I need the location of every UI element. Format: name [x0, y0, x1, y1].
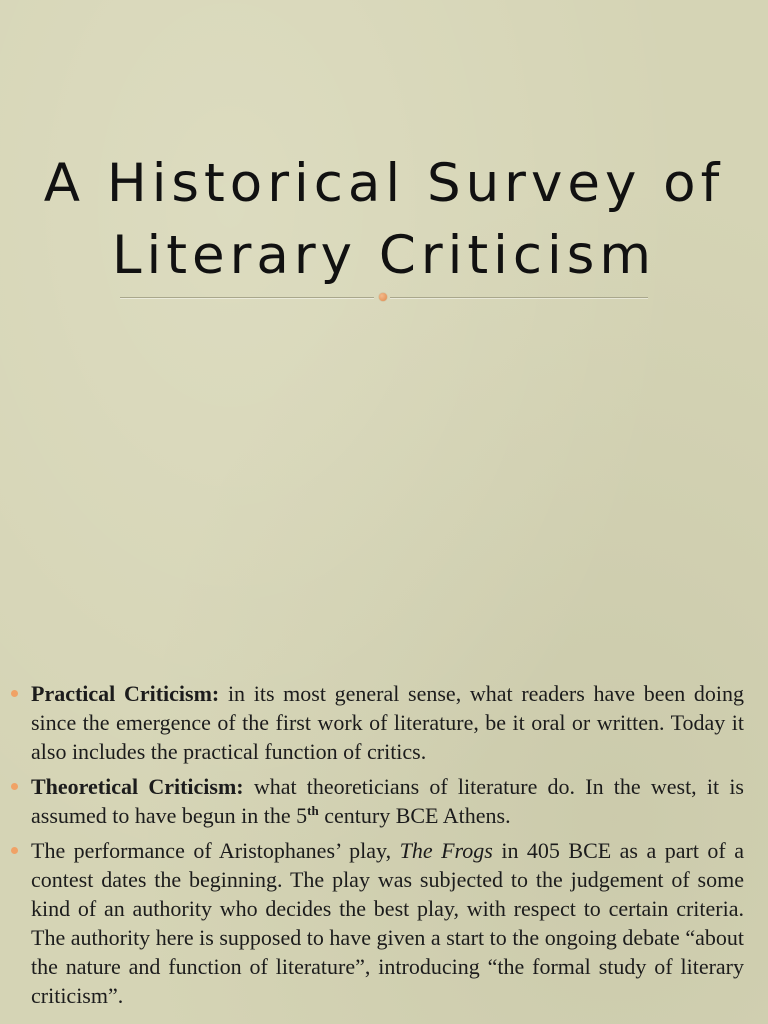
bullet-text: The performance of Aristophanes’ play, [31, 838, 400, 863]
bullet-text-continued: century BCE Athens. [318, 803, 511, 828]
ordinal-suffix: th [307, 803, 319, 818]
bullet-practical-criticism [10, 679, 744, 766]
slide-title-line-1: A Historical Survey of [43, 153, 725, 214]
bullet-dot-icon [11, 847, 18, 854]
divider-dot-icon [379, 293, 387, 301]
bullet-text: what theoreticians of literature do. In the west, it is assumed to have begun in the 5 [31, 774, 744, 828]
divider-line-left [120, 297, 374, 298]
bullet-text: in its most general sense, what readers have been doing since the emergence of the first work of literature, be it oral or written. Today it also includes the practical function of critics. [31, 681, 745, 764]
divider-line-right [390, 297, 648, 298]
bullet-list [10, 679, 744, 1016]
bullet-dot-icon [11, 783, 18, 790]
play-title: The Frogs [399, 838, 493, 863]
slide-title [20, 148, 748, 292]
title-divider [120, 292, 648, 304]
bullet-term: Practical Criticism: [31, 681, 220, 706]
bullet-text-continued: in 405 BCE as a part of a contest dates the beginning. The play was subjected to the judgement of some kind of an authority who decides the best play, with respect to certain criteria. The authority here is supposed to have given a start to the ongoing debate “about the nature and function of literature”, introducing “the formal study of literary criticism”. [31, 838, 744, 1008]
bullet-theoretical-criticism [10, 772, 744, 830]
bullet-aristophanes [10, 836, 744, 1010]
bullet-term: Theoretical Criticism: [31, 774, 244, 799]
slide-title-line-2: Literary Criticism [111, 225, 657, 286]
bullet-dot-icon [11, 690, 18, 697]
